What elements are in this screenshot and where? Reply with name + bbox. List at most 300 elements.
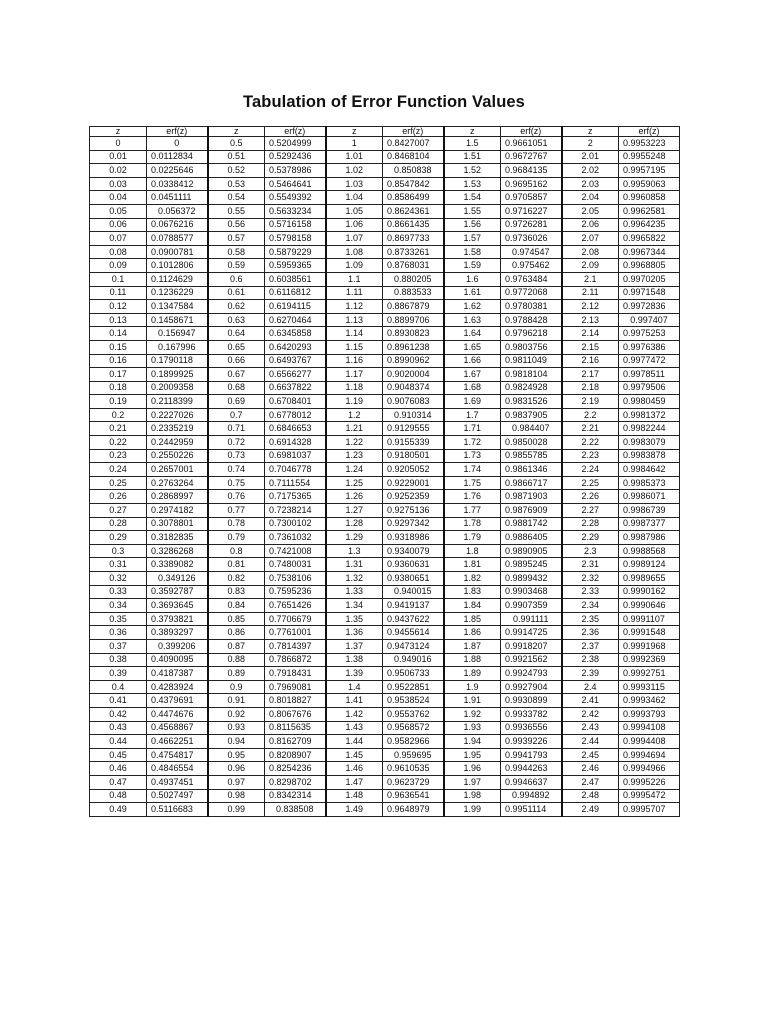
erf-cell: 0.9648979 bbox=[383, 803, 444, 817]
erf-cell: 0.8254236 bbox=[265, 762, 326, 776]
z-cell: 2.49 bbox=[562, 803, 619, 817]
table-row bbox=[90, 436, 680, 450]
z-cell: 1.8 bbox=[444, 544, 501, 558]
erf-cell: 0.9960858 bbox=[619, 191, 680, 205]
z-cell: 0.61 bbox=[208, 286, 265, 300]
z-cell: 1.89 bbox=[444, 667, 501, 681]
z-cell: 2.32 bbox=[562, 572, 619, 586]
header-z: z bbox=[90, 127, 147, 137]
table-row bbox=[90, 599, 680, 613]
z-cell: 0.26 bbox=[90, 490, 147, 504]
erf-cell: 0.940015 bbox=[383, 585, 444, 599]
erf-cell: 0.9965822 bbox=[619, 232, 680, 246]
z-cell: 1.84 bbox=[444, 599, 501, 613]
z-cell: 1.05 bbox=[326, 204, 383, 218]
erf-cell: 0.8298702 bbox=[265, 775, 326, 789]
table-row bbox=[90, 490, 680, 504]
table-row bbox=[90, 775, 680, 789]
erf-cell: 0.8586499 bbox=[383, 191, 444, 205]
z-cell: 1.26 bbox=[326, 490, 383, 504]
table-row bbox=[90, 313, 680, 327]
z-cell: 1.79 bbox=[444, 531, 501, 545]
z-cell: 0.64 bbox=[208, 327, 265, 341]
erf-cell: 0.9933782 bbox=[501, 707, 562, 721]
z-cell: 0.44 bbox=[90, 735, 147, 749]
z-cell: 0.65 bbox=[208, 340, 265, 354]
erf-cell: 0.8697733 bbox=[383, 232, 444, 246]
z-cell: 1.74 bbox=[444, 463, 501, 477]
z-cell: 1.53 bbox=[444, 177, 501, 191]
z-cell: 2.36 bbox=[562, 626, 619, 640]
erf-cell: 0.5378986 bbox=[265, 164, 326, 178]
erf-cell: 0.5716158 bbox=[265, 218, 326, 232]
erf-cell: 0.3793821 bbox=[147, 612, 208, 626]
z-cell: 0.15 bbox=[90, 340, 147, 354]
z-cell: 0.67 bbox=[208, 368, 265, 382]
erf-cell: 0.5959365 bbox=[265, 259, 326, 273]
erf-cell: 0.9048374 bbox=[383, 381, 444, 395]
z-cell: 2 bbox=[562, 137, 619, 151]
z-cell: 1.56 bbox=[444, 218, 501, 232]
z-cell: 1.25 bbox=[326, 476, 383, 490]
z-cell: 2.45 bbox=[562, 748, 619, 762]
table-row bbox=[90, 626, 680, 640]
erf-cell: 0.9986071 bbox=[619, 490, 680, 504]
z-cell: 0.88 bbox=[208, 653, 265, 667]
z-cell: 1.85 bbox=[444, 612, 501, 626]
erf-cell: 0.9275136 bbox=[383, 504, 444, 518]
erf-cell: 0.9672767 bbox=[501, 150, 562, 164]
z-cell: 0.85 bbox=[208, 612, 265, 626]
z-cell: 0.53 bbox=[208, 177, 265, 191]
erf-cell: 0.3693645 bbox=[147, 599, 208, 613]
erf-cell: 0.9538524 bbox=[383, 694, 444, 708]
erf-cell: 0.7046778 bbox=[265, 463, 326, 477]
z-cell: 2.38 bbox=[562, 653, 619, 667]
erf-cell: 0.9871903 bbox=[501, 490, 562, 504]
erf-cell: 0.9989124 bbox=[619, 558, 680, 572]
z-cell: 0.25 bbox=[90, 476, 147, 490]
erf-cell: 0.9924793 bbox=[501, 667, 562, 681]
z-cell: 1.76 bbox=[444, 490, 501, 504]
z-cell: 1.88 bbox=[444, 653, 501, 667]
z-cell: 1.58 bbox=[444, 245, 501, 259]
erf-cell: 0.9736026 bbox=[501, 232, 562, 246]
erf-cell: 0.9726281 bbox=[501, 218, 562, 232]
z-cell: 2.33 bbox=[562, 585, 619, 599]
erf-cell: 0.9987377 bbox=[619, 517, 680, 531]
z-cell: 1.71 bbox=[444, 422, 501, 436]
erf-cell: 0.9977472 bbox=[619, 354, 680, 368]
erf-cell: 0.9661051 bbox=[501, 137, 562, 151]
table-row bbox=[90, 585, 680, 599]
erf-cell: 0.9903468 bbox=[501, 585, 562, 599]
erf-cell: 0.9992369 bbox=[619, 653, 680, 667]
erf-cell: 0.8733261 bbox=[383, 245, 444, 259]
erf-cell: 0.4474676 bbox=[147, 707, 208, 721]
z-cell: 0.63 bbox=[208, 313, 265, 327]
erf-cell: 0.9803756 bbox=[501, 340, 562, 354]
z-cell: 0.89 bbox=[208, 667, 265, 681]
z-cell: 0.74 bbox=[208, 463, 265, 477]
erf-cell: 0.9993462 bbox=[619, 694, 680, 708]
erf-cell: 0.9994694 bbox=[619, 748, 680, 762]
erf-cell: 0.9967344 bbox=[619, 245, 680, 259]
z-cell: 1.55 bbox=[444, 204, 501, 218]
erf-cell: 0.9980459 bbox=[619, 395, 680, 409]
z-cell: 0.94 bbox=[208, 735, 265, 749]
z-cell: 1.08 bbox=[326, 245, 383, 259]
z-cell: 0.21 bbox=[90, 422, 147, 436]
z-cell: 1.73 bbox=[444, 449, 501, 463]
erf-cell: 0.8342314 bbox=[265, 789, 326, 803]
table-row bbox=[90, 748, 680, 762]
z-cell: 2.3 bbox=[562, 544, 619, 558]
z-cell: 1.09 bbox=[326, 259, 383, 273]
erf-cell: 0.1899925 bbox=[147, 368, 208, 382]
z-cell: 1.11 bbox=[326, 286, 383, 300]
erf-cell: 0.9995472 bbox=[619, 789, 680, 803]
z-cell: 2.07 bbox=[562, 232, 619, 246]
z-cell: 1.6 bbox=[444, 272, 501, 286]
erf-cell: 0.7538106 bbox=[265, 572, 326, 586]
z-cell: 1.16 bbox=[326, 354, 383, 368]
table-row bbox=[90, 259, 680, 273]
erf-cell: 0.9994408 bbox=[619, 735, 680, 749]
z-cell: 0.5 bbox=[208, 137, 265, 151]
erf-cell: 0.9318986 bbox=[383, 531, 444, 545]
erf-cell: 0.9437622 bbox=[383, 612, 444, 626]
z-cell: 1.24 bbox=[326, 463, 383, 477]
z-cell: 0.03 bbox=[90, 177, 147, 191]
erf-cell: 0.9340079 bbox=[383, 544, 444, 558]
erf-cell: 0.8468104 bbox=[383, 150, 444, 164]
erf-cell: 0.4568867 bbox=[147, 721, 208, 735]
erf-cell: 0.9994108 bbox=[619, 721, 680, 735]
header-erf: erf(z) bbox=[383, 127, 444, 137]
z-cell: 1.01 bbox=[326, 150, 383, 164]
erf-cell: 0.9941793 bbox=[501, 748, 562, 762]
z-cell: 0.6 bbox=[208, 272, 265, 286]
z-cell: 1.4 bbox=[326, 680, 383, 694]
table-row bbox=[90, 735, 680, 749]
table-row bbox=[90, 204, 680, 218]
z-cell: 0.13 bbox=[90, 313, 147, 327]
erf-cell: 0.6914328 bbox=[265, 436, 326, 450]
table-row bbox=[90, 639, 680, 653]
erf-cell: 0.9881742 bbox=[501, 517, 562, 531]
erf-cell: 0.1012806 bbox=[147, 259, 208, 273]
z-cell: 1.35 bbox=[326, 612, 383, 626]
erf-cell: 0.9636541 bbox=[383, 789, 444, 803]
z-cell: 0.39 bbox=[90, 667, 147, 681]
erf-cell: 0.9855785 bbox=[501, 449, 562, 463]
erf-cell: 0.5027497 bbox=[147, 789, 208, 803]
erf-cell: 0.984407 bbox=[501, 422, 562, 436]
erf-cell: 0.9205052 bbox=[383, 463, 444, 477]
erf-cell: 0.4662251 bbox=[147, 735, 208, 749]
z-cell: 0.31 bbox=[90, 558, 147, 572]
z-cell: 1.92 bbox=[444, 707, 501, 721]
erf-cell: 0.0451111 bbox=[147, 191, 208, 205]
erf-cell: 0.9955248 bbox=[619, 150, 680, 164]
erf-cell: 0.8990962 bbox=[383, 354, 444, 368]
z-cell: 2.44 bbox=[562, 735, 619, 749]
table-row bbox=[90, 517, 680, 531]
erf-cell: 0.4937451 bbox=[147, 775, 208, 789]
erf-cell: 0.9991548 bbox=[619, 626, 680, 640]
z-cell: 1.64 bbox=[444, 327, 501, 341]
table-row bbox=[90, 476, 680, 490]
z-cell: 0.3 bbox=[90, 544, 147, 558]
z-cell: 2.35 bbox=[562, 612, 619, 626]
erf-cell: 0.997407 bbox=[619, 313, 680, 327]
z-cell: 2.24 bbox=[562, 463, 619, 477]
erf-cell: 0.8162709 bbox=[265, 735, 326, 749]
z-cell: 0.68 bbox=[208, 381, 265, 395]
z-cell: 0.59 bbox=[208, 259, 265, 273]
erf-cell: 0.7175365 bbox=[265, 490, 326, 504]
z-cell: 1.61 bbox=[444, 286, 501, 300]
erf-cell: 0.9927904 bbox=[501, 680, 562, 694]
table-row bbox=[90, 137, 680, 151]
table-row bbox=[90, 762, 680, 776]
erf-cell: 0.8768031 bbox=[383, 259, 444, 273]
erf-cell: 0.9419137 bbox=[383, 599, 444, 613]
z-cell: 0 bbox=[90, 137, 147, 151]
erf-cell: 0.7361032 bbox=[265, 531, 326, 545]
z-cell: 0.78 bbox=[208, 517, 265, 531]
erf-cell: 0.7969081 bbox=[265, 680, 326, 694]
z-cell: 1.06 bbox=[326, 218, 383, 232]
erf-cell: 0.9981372 bbox=[619, 408, 680, 422]
erf-cell: 0.9705857 bbox=[501, 191, 562, 205]
erf-cell: 0.2657001 bbox=[147, 463, 208, 477]
z-cell: 0.16 bbox=[90, 354, 147, 368]
table-row bbox=[90, 721, 680, 735]
erf-cell: 0.9936556 bbox=[501, 721, 562, 735]
z-cell: 1.72 bbox=[444, 436, 501, 450]
erf-cell: 0.9772068 bbox=[501, 286, 562, 300]
erf-cell: 0.5292436 bbox=[265, 150, 326, 164]
z-cell: 2.42 bbox=[562, 707, 619, 721]
erf-cell: 0.9076083 bbox=[383, 395, 444, 409]
erf-cell: 0.9695162 bbox=[501, 177, 562, 191]
erf-cell: 0.5549392 bbox=[265, 191, 326, 205]
erf-cell: 0.7814397 bbox=[265, 639, 326, 653]
z-cell: 2.13 bbox=[562, 313, 619, 327]
erf-cell: 0.9978511 bbox=[619, 368, 680, 382]
z-cell: 0.41 bbox=[90, 694, 147, 708]
table-row bbox=[90, 422, 680, 436]
erf-cell: 0.5879229 bbox=[265, 245, 326, 259]
table-row bbox=[90, 327, 680, 341]
erf-cell: 0.9522851 bbox=[383, 680, 444, 694]
erf-cell: 0.0676216 bbox=[147, 218, 208, 232]
z-cell: 0.92 bbox=[208, 707, 265, 721]
z-cell: 1.7 bbox=[444, 408, 501, 422]
erf-cell: 0.9831526 bbox=[501, 395, 562, 409]
z-cell: 1.02 bbox=[326, 164, 383, 178]
z-cell: 0.87 bbox=[208, 639, 265, 653]
z-cell: 0.36 bbox=[90, 626, 147, 640]
z-cell: 1.86 bbox=[444, 626, 501, 640]
z-cell: 2.2 bbox=[562, 408, 619, 422]
erf-cell: 0.2227026 bbox=[147, 408, 208, 422]
erf-cell: 0.9788428 bbox=[501, 313, 562, 327]
erf-cell: 0.9455614 bbox=[383, 626, 444, 640]
table-row bbox=[90, 368, 680, 382]
table-row bbox=[90, 558, 680, 572]
erf-cell: 0.9986739 bbox=[619, 504, 680, 518]
z-cell: 1.42 bbox=[326, 707, 383, 721]
z-cell: 1.17 bbox=[326, 368, 383, 382]
header-erf: erf(z) bbox=[265, 127, 326, 137]
z-cell: 2.27 bbox=[562, 504, 619, 518]
erf-cell: 0.1347584 bbox=[147, 300, 208, 314]
z-cell: 1.15 bbox=[326, 340, 383, 354]
z-cell: 0.32 bbox=[90, 572, 147, 586]
z-cell: 2.12 bbox=[562, 300, 619, 314]
erf-cell: 0.9994966 bbox=[619, 762, 680, 776]
erf-cell: 0.9890905 bbox=[501, 544, 562, 558]
z-cell: 0.96 bbox=[208, 762, 265, 776]
erf-cell: 0.8899706 bbox=[383, 313, 444, 327]
erf-cell: 0.8624361 bbox=[383, 204, 444, 218]
erf-cell: 0.0112834 bbox=[147, 150, 208, 164]
erf-cell: 0.8427007 bbox=[383, 137, 444, 151]
z-cell: 1.65 bbox=[444, 340, 501, 354]
z-cell: 1.91 bbox=[444, 694, 501, 708]
erf-cell: 0.5464641 bbox=[265, 177, 326, 191]
erf-cell: 0.6637822 bbox=[265, 381, 326, 395]
erf-cell: 0.3893297 bbox=[147, 626, 208, 640]
erf-cell: 0.9939226 bbox=[501, 735, 562, 749]
z-cell: 0.1 bbox=[90, 272, 147, 286]
erf-cell: 0.7595236 bbox=[265, 585, 326, 599]
z-cell: 2.11 bbox=[562, 286, 619, 300]
z-cell: 0.86 bbox=[208, 626, 265, 640]
z-cell: 2.46 bbox=[562, 762, 619, 776]
z-cell: 2.15 bbox=[562, 340, 619, 354]
z-cell: 2.25 bbox=[562, 476, 619, 490]
z-cell: 0.83 bbox=[208, 585, 265, 599]
erf-cell: 0.8961238 bbox=[383, 340, 444, 354]
erf-cell: 0.6116812 bbox=[265, 286, 326, 300]
erf-cell: 0.9984642 bbox=[619, 463, 680, 477]
table-row bbox=[90, 232, 680, 246]
z-cell: 0.98 bbox=[208, 789, 265, 803]
z-cell: 1.29 bbox=[326, 531, 383, 545]
z-cell: 0.62 bbox=[208, 300, 265, 314]
z-cell: 1.31 bbox=[326, 558, 383, 572]
z-cell: 0.22 bbox=[90, 436, 147, 450]
z-cell: 1.33 bbox=[326, 585, 383, 599]
z-cell: 1.83 bbox=[444, 585, 501, 599]
erf-cell: 0.4754817 bbox=[147, 748, 208, 762]
z-cell: 2.17 bbox=[562, 368, 619, 382]
erf-cell: 0.9995707 bbox=[619, 803, 680, 817]
z-cell: 2.09 bbox=[562, 259, 619, 273]
z-cell: 1.47 bbox=[326, 775, 383, 789]
z-cell: 2.19 bbox=[562, 395, 619, 409]
z-cell: 1.38 bbox=[326, 653, 383, 667]
erf-cell: 0.7480031 bbox=[265, 558, 326, 572]
erf-cell: 0.9582966 bbox=[383, 735, 444, 749]
erf-cell: 0.9951114 bbox=[501, 803, 562, 817]
z-cell: 0.2 bbox=[90, 408, 147, 422]
erf-cell: 0.9297342 bbox=[383, 517, 444, 531]
erf-table bbox=[89, 126, 680, 817]
erf-cell: 0.910314 bbox=[383, 408, 444, 422]
erf-cell: 0.9895245 bbox=[501, 558, 562, 572]
z-cell: 1.69 bbox=[444, 395, 501, 409]
z-cell: 2.29 bbox=[562, 531, 619, 545]
erf-cell: 0.9360631 bbox=[383, 558, 444, 572]
erf-cell: 0.9990162 bbox=[619, 585, 680, 599]
erf-cell: 0.6038561 bbox=[265, 272, 326, 286]
page-title: Tabulation of Error Function Values bbox=[243, 93, 525, 111]
erf-cell: 0.9229001 bbox=[383, 476, 444, 490]
table-body bbox=[90, 137, 680, 817]
erf-cell: 0.6420293 bbox=[265, 340, 326, 354]
erf-cell: 0.8867879 bbox=[383, 300, 444, 314]
table-row bbox=[90, 463, 680, 477]
erf-cell: 0.9020004 bbox=[383, 368, 444, 382]
z-cell: 1.45 bbox=[326, 748, 383, 762]
erf-cell: 0.9684135 bbox=[501, 164, 562, 178]
z-cell: 0.84 bbox=[208, 599, 265, 613]
header-z: z bbox=[444, 127, 501, 137]
z-cell: 0.23 bbox=[90, 449, 147, 463]
table-row bbox=[90, 707, 680, 721]
table-row bbox=[90, 245, 680, 259]
table-row bbox=[90, 272, 680, 286]
erf-cell: 0.9962581 bbox=[619, 204, 680, 218]
erf-cell: 0.9992751 bbox=[619, 667, 680, 681]
z-cell: 2.18 bbox=[562, 381, 619, 395]
z-cell: 0.91 bbox=[208, 694, 265, 708]
erf-cell: 0.9763484 bbox=[501, 272, 562, 286]
z-cell: 2.04 bbox=[562, 191, 619, 205]
z-cell: 2.05 bbox=[562, 204, 619, 218]
erf-cell: 0.0788577 bbox=[147, 232, 208, 246]
erf-cell: 0.0338412 bbox=[147, 177, 208, 191]
erf-cell: 0.3286268 bbox=[147, 544, 208, 558]
z-cell: 0.75 bbox=[208, 476, 265, 490]
header-z: z bbox=[562, 127, 619, 137]
z-cell: 0.05 bbox=[90, 204, 147, 218]
erf-cell: 0.9968805 bbox=[619, 259, 680, 273]
erf-cell: 0.6981037 bbox=[265, 449, 326, 463]
erf-cell: 0.2335219 bbox=[147, 422, 208, 436]
z-cell: 1.07 bbox=[326, 232, 383, 246]
z-cell: 0.79 bbox=[208, 531, 265, 545]
z-cell: 1.94 bbox=[444, 735, 501, 749]
erf-cell: 0.9993115 bbox=[619, 680, 680, 694]
erf-cell: 0.1458671 bbox=[147, 313, 208, 327]
z-cell: 2.1 bbox=[562, 272, 619, 286]
table-row bbox=[90, 177, 680, 191]
erf-cell: 0.9953223 bbox=[619, 137, 680, 151]
erf-cell: 0.9914725 bbox=[501, 626, 562, 640]
z-cell: 0.09 bbox=[90, 259, 147, 273]
z-cell: 2.08 bbox=[562, 245, 619, 259]
erf-cell: 0.959695 bbox=[383, 748, 444, 762]
erf-cell: 0.0900781 bbox=[147, 245, 208, 259]
erf-cell: 0.0225646 bbox=[147, 164, 208, 178]
erf-cell: 0.9918207 bbox=[501, 639, 562, 653]
